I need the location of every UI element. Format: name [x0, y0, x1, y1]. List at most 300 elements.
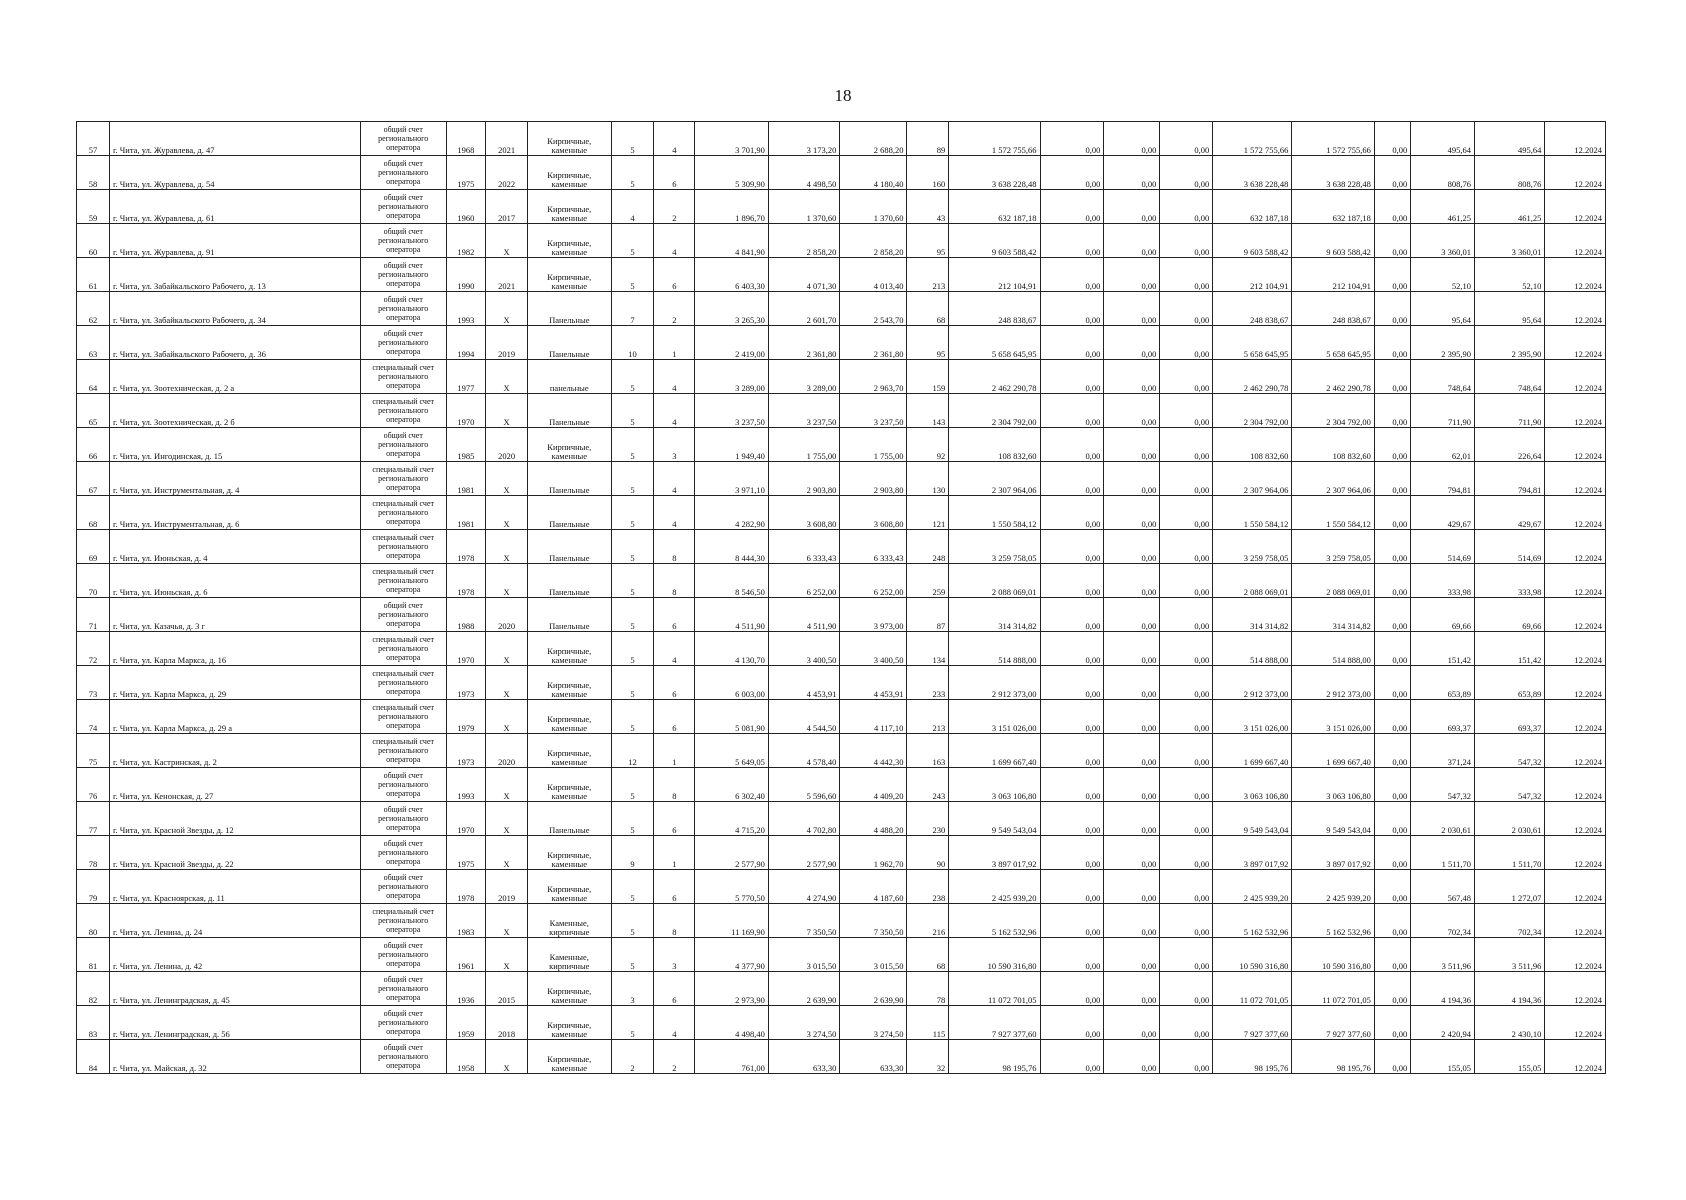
cell-sum: 108 832,60	[949, 428, 1040, 462]
cell-date: 12.2024	[1545, 904, 1606, 938]
cell-res: 248	[907, 530, 949, 564]
cell-z3: 0,00	[1160, 1006, 1213, 1040]
cell-fund: общий счет регионального оператора	[360, 1006, 446, 1040]
table-row	[77, 802, 1606, 836]
cell-p1: 2 420,94	[1411, 1006, 1475, 1040]
cell-addr: г. Чита, ул. Красной Звезды, д. 22	[110, 836, 361, 870]
cell-z2: 0,00	[1104, 224, 1160, 258]
cell-mat: Кирпичные, каменные	[527, 768, 611, 802]
cell-s2: 2 425 939,20	[1213, 870, 1292, 904]
cell-y1: 1978	[446, 530, 486, 564]
cell-a2: 3 608,80	[768, 496, 840, 530]
cell-a3: 4 488,20	[840, 802, 907, 836]
cell-a3: 2 858,20	[840, 224, 907, 258]
cell-mat: Панельные	[527, 530, 611, 564]
cell-fl: 5	[611, 632, 654, 666]
cell-z2: 0,00	[1104, 700, 1160, 734]
cell-a2: 4 544,50	[768, 700, 840, 734]
cell-p1: 495,64	[1411, 122, 1475, 156]
cell-z2: 0,00	[1104, 156, 1160, 190]
cell-y2: X	[486, 530, 528, 564]
cell-fl: 7	[611, 292, 654, 326]
cell-y2: X	[486, 462, 528, 496]
cell-date: 12.2024	[1545, 870, 1606, 904]
cell-fl: 4	[611, 190, 654, 224]
cell-sum: 5 162 532,96	[949, 904, 1040, 938]
cell-fl: 5	[611, 496, 654, 530]
cell-z2: 0,00	[1104, 394, 1160, 428]
cell-y1: 1975	[446, 836, 486, 870]
cell-s2: 3 897 017,92	[1213, 836, 1292, 870]
cell-p1: 3 511,96	[1411, 938, 1475, 972]
cell-a1: 1 949,40	[695, 428, 769, 462]
cell-a1: 5 649,05	[695, 734, 769, 768]
cell-sum: 98 195,76	[949, 1040, 1040, 1074]
cell-p2: 226,64	[1475, 428, 1545, 462]
cell-y1: 1994	[446, 326, 486, 360]
cell-y1: 1936	[446, 972, 486, 1006]
table-row	[77, 564, 1606, 598]
cell-y2: 2020	[486, 428, 528, 462]
cell-a2: 3 237,50	[768, 394, 840, 428]
table-row	[77, 224, 1606, 258]
cell-z2: 0,00	[1104, 326, 1160, 360]
cell-a2: 3 015,50	[768, 938, 840, 972]
cell-a1: 3 701,90	[695, 122, 769, 156]
cell-z3: 0,00	[1160, 768, 1213, 802]
cell-s3: 3 151 026,00	[1292, 700, 1375, 734]
cell-fl: 5	[611, 870, 654, 904]
cell-fl: 5	[611, 122, 654, 156]
cell-a1: 2 577,90	[695, 836, 769, 870]
cell-z1: 0,00	[1040, 938, 1104, 972]
cell-n: 82	[77, 972, 110, 1006]
housing-table	[76, 121, 1606, 1074]
cell-date: 12.2024	[1545, 462, 1606, 496]
cell-date: 12.2024	[1545, 326, 1606, 360]
cell-date: 12.2024	[1545, 564, 1606, 598]
cell-res: 32	[907, 1040, 949, 1074]
cell-s3: 2 425 939,20	[1292, 870, 1375, 904]
cell-date: 12.2024	[1545, 122, 1606, 156]
cell-z2: 0,00	[1104, 1006, 1160, 1040]
cell-fund: общий счет регионального оператора	[360, 1040, 446, 1074]
cell-s2: 314 314,82	[1213, 598, 1292, 632]
cell-a3: 2 903,80	[840, 462, 907, 496]
cell-z1: 0,00	[1040, 768, 1104, 802]
cell-a1: 761,00	[695, 1040, 769, 1074]
cell-a3: 3 973,00	[840, 598, 907, 632]
cell-z2: 0,00	[1104, 530, 1160, 564]
cell-fund: общий счет регионального оператора	[360, 292, 446, 326]
cell-fund: специальный счет регионального оператора	[360, 496, 446, 530]
cell-a2: 633,30	[768, 1040, 840, 1074]
table-row	[77, 530, 1606, 564]
cell-sum: 514 888,00	[949, 632, 1040, 666]
cell-addr: г. Чита, ул. Забайкальского Рабочего, д. 36	[110, 326, 361, 360]
cell-p1: 4 194,36	[1411, 972, 1475, 1006]
cell-z4: 0,00	[1374, 224, 1410, 258]
cell-s2: 108 832,60	[1213, 428, 1292, 462]
cell-fund: специальный счет регионального оператора	[360, 666, 446, 700]
cell-z1: 0,00	[1040, 972, 1104, 1006]
cell-s2: 2 307 964,06	[1213, 462, 1292, 496]
cell-a1: 8 546,50	[695, 564, 769, 598]
cell-z1: 0,00	[1040, 666, 1104, 700]
cell-date: 12.2024	[1545, 428, 1606, 462]
cell-z4: 0,00	[1374, 802, 1410, 836]
cell-mat: Кирпичные, каменные	[527, 632, 611, 666]
cell-p1: 2 395,90	[1411, 326, 1475, 360]
cell-a1: 1 896,70	[695, 190, 769, 224]
cell-mat: Кирпичные, каменные	[527, 666, 611, 700]
cell-en: 6	[654, 156, 695, 190]
cell-z2: 0,00	[1104, 122, 1160, 156]
cell-z1: 0,00	[1040, 598, 1104, 632]
cell-s2: 3 259 758,05	[1213, 530, 1292, 564]
cell-mat: Панельные	[527, 394, 611, 428]
cell-addr: г. Чита, ул. Журавлева, д. 54	[110, 156, 361, 190]
cell-addr: г. Чита, ул. Журавлева, д. 61	[110, 190, 361, 224]
cell-n: 62	[77, 292, 110, 326]
cell-en: 4	[654, 224, 695, 258]
cell-y2: X	[486, 802, 528, 836]
cell-sum: 1 550 584,12	[949, 496, 1040, 530]
cell-a2: 4 071,30	[768, 258, 840, 292]
cell-a1: 4 282,90	[695, 496, 769, 530]
cell-z4: 0,00	[1374, 462, 1410, 496]
cell-a1: 6 403,30	[695, 258, 769, 292]
cell-s3: 632 187,18	[1292, 190, 1375, 224]
cell-s2: 3 151 026,00	[1213, 700, 1292, 734]
cell-y1: 1985	[446, 428, 486, 462]
cell-mat: панельные	[527, 360, 611, 394]
cell-sum: 212 104,91	[949, 258, 1040, 292]
cell-z1: 0,00	[1040, 632, 1104, 666]
cell-fund: общий счет регионального оператора	[360, 224, 446, 258]
cell-p1: 69,66	[1411, 598, 1475, 632]
cell-a2: 4 702,80	[768, 802, 840, 836]
cell-z1: 0,00	[1040, 258, 1104, 292]
cell-p2: 808,76	[1475, 156, 1545, 190]
cell-a2: 4 578,40	[768, 734, 840, 768]
cell-n: 64	[77, 360, 110, 394]
cell-fund: общий счет регионального оператора	[360, 972, 446, 1006]
cell-en: 1	[654, 836, 695, 870]
cell-a2: 3 289,00	[768, 360, 840, 394]
cell-y2: X	[486, 394, 528, 428]
cell-p2: 52,10	[1475, 258, 1545, 292]
cell-z2: 0,00	[1104, 666, 1160, 700]
cell-s2: 248 838,67	[1213, 292, 1292, 326]
cell-p1: 547,32	[1411, 768, 1475, 802]
cell-a3: 1 755,00	[840, 428, 907, 462]
cell-res: 213	[907, 700, 949, 734]
cell-y1: 1979	[446, 700, 486, 734]
cell-p1: 2 030,61	[1411, 802, 1475, 836]
table-body	[77, 122, 1606, 1074]
cell-date: 12.2024	[1545, 1040, 1606, 1074]
cell-addr: г. Чита, ул. Ленина, д. 24	[110, 904, 361, 938]
cell-z2: 0,00	[1104, 802, 1160, 836]
cell-fl: 5	[611, 700, 654, 734]
cell-s2: 632 187,18	[1213, 190, 1292, 224]
cell-fl: 10	[611, 326, 654, 360]
cell-y1: 1961	[446, 938, 486, 972]
cell-y1: 1978	[446, 564, 486, 598]
cell-z1: 0,00	[1040, 904, 1104, 938]
cell-addr: г. Чита, ул. Журавлева, д. 47	[110, 122, 361, 156]
table-row	[77, 258, 1606, 292]
cell-mat: Панельные	[527, 462, 611, 496]
cell-a3: 3 237,50	[840, 394, 907, 428]
cell-n: 80	[77, 904, 110, 938]
cell-y2: 2020	[486, 734, 528, 768]
cell-s3: 248 838,67	[1292, 292, 1375, 326]
cell-fund: специальный счет регионального оператора	[360, 700, 446, 734]
cell-res: 68	[907, 938, 949, 972]
cell-z4: 0,00	[1374, 836, 1410, 870]
cell-s3: 2 462 290,78	[1292, 360, 1375, 394]
cell-p1: 62,01	[1411, 428, 1475, 462]
cell-fl: 5	[611, 156, 654, 190]
cell-sum: 2 307 964,06	[949, 462, 1040, 496]
table-row	[77, 598, 1606, 632]
cell-addr: г. Чита, ул. Красной Звезды, д. 12	[110, 802, 361, 836]
cell-a1: 6 302,40	[695, 768, 769, 802]
cell-p1: 52,10	[1411, 258, 1475, 292]
cell-p1: 461,25	[1411, 190, 1475, 224]
cell-z3: 0,00	[1160, 224, 1213, 258]
cell-z3: 0,00	[1160, 156, 1213, 190]
cell-z2: 0,00	[1104, 190, 1160, 224]
cell-a3: 4 453,91	[840, 666, 907, 700]
cell-z1: 0,00	[1040, 326, 1104, 360]
cell-addr: г. Чита, ул. Зоотехническая, д. 2 а	[110, 360, 361, 394]
cell-fund: специальный счет регионального оператора	[360, 394, 446, 428]
cell-a2: 2 639,90	[768, 972, 840, 1006]
cell-addr: г. Чита, ул. Карла Маркса, д. 16	[110, 632, 361, 666]
cell-a2: 6 333,43	[768, 530, 840, 564]
cell-z3: 0,00	[1160, 734, 1213, 768]
cell-a3: 4 180,40	[840, 156, 907, 190]
cell-z1: 0,00	[1040, 224, 1104, 258]
cell-fl: 5	[611, 768, 654, 802]
cell-addr: г. Чита, ул. Инструментальная, д. 4	[110, 462, 361, 496]
cell-en: 4	[654, 632, 695, 666]
cell-z3: 0,00	[1160, 564, 1213, 598]
cell-z4: 0,00	[1374, 598, 1410, 632]
cell-z4: 0,00	[1374, 768, 1410, 802]
cell-date: 12.2024	[1545, 224, 1606, 258]
cell-y1: 1982	[446, 224, 486, 258]
cell-z4: 0,00	[1374, 360, 1410, 394]
cell-en: 1	[654, 734, 695, 768]
cell-mat: Кирпичные, каменные	[527, 870, 611, 904]
cell-z4: 0,00	[1374, 904, 1410, 938]
cell-mat: Каменные, кирпичные	[527, 904, 611, 938]
cell-en: 6	[654, 258, 695, 292]
cell-n: 81	[77, 938, 110, 972]
cell-s3: 98 195,76	[1292, 1040, 1375, 1074]
cell-s3: 3 897 017,92	[1292, 836, 1375, 870]
cell-p2: 151,42	[1475, 632, 1545, 666]
cell-addr: г. Чита, ул. Красноярская, д. 11	[110, 870, 361, 904]
cell-p2: 547,32	[1475, 734, 1545, 768]
cell-sum: 9 603 588,42	[949, 224, 1040, 258]
cell-en: 4	[654, 1006, 695, 1040]
cell-fl: 5	[611, 258, 654, 292]
cell-date: 12.2024	[1545, 190, 1606, 224]
cell-p1: 653,89	[1411, 666, 1475, 700]
cell-p2: 69,66	[1475, 598, 1545, 632]
cell-fl: 5	[611, 802, 654, 836]
cell-z3: 0,00	[1160, 904, 1213, 938]
cell-y2: X	[486, 360, 528, 394]
cell-s2: 3 638 228,48	[1213, 156, 1292, 190]
cell-z1: 0,00	[1040, 496, 1104, 530]
cell-date: 12.2024	[1545, 530, 1606, 564]
cell-fl: 12	[611, 734, 654, 768]
cell-y2: 2021	[486, 258, 528, 292]
cell-s3: 9 549 543,04	[1292, 802, 1375, 836]
cell-z1: 0,00	[1040, 156, 1104, 190]
cell-s3: 108 832,60	[1292, 428, 1375, 462]
table-row	[77, 462, 1606, 496]
cell-a2: 4 498,50	[768, 156, 840, 190]
cell-date: 12.2024	[1545, 258, 1606, 292]
cell-z4: 0,00	[1374, 1006, 1410, 1040]
cell-p1: 693,37	[1411, 700, 1475, 734]
cell-y2: X	[486, 700, 528, 734]
cell-p1: 748,64	[1411, 360, 1475, 394]
cell-date: 12.2024	[1545, 700, 1606, 734]
cell-a2: 6 252,00	[768, 564, 840, 598]
cell-a3: 7 350,50	[840, 904, 907, 938]
cell-mat: Панельные	[527, 292, 611, 326]
cell-s2: 10 590 316,80	[1213, 938, 1292, 972]
cell-p2: 547,32	[1475, 768, 1545, 802]
cell-fl: 2	[611, 1040, 654, 1074]
table-row	[77, 394, 1606, 428]
cell-s3: 1 699 667,40	[1292, 734, 1375, 768]
cell-a2: 4 511,90	[768, 598, 840, 632]
cell-fl: 5	[611, 1006, 654, 1040]
page-number: 18	[834, 86, 852, 105]
cell-en: 1	[654, 326, 695, 360]
cell-fund: специальный счет регионального оператора	[360, 734, 446, 768]
cell-p2: 333,98	[1475, 564, 1545, 598]
cell-y1: 1960	[446, 190, 486, 224]
cell-n: 66	[77, 428, 110, 462]
cell-p2: 495,64	[1475, 122, 1545, 156]
cell-z2: 0,00	[1104, 428, 1160, 462]
cell-sum: 9 549 543,04	[949, 802, 1040, 836]
table-row	[77, 836, 1606, 870]
cell-s3: 212 104,91	[1292, 258, 1375, 292]
cell-z4: 0,00	[1374, 122, 1410, 156]
cell-n: 67	[77, 462, 110, 496]
cell-en: 8	[654, 564, 695, 598]
cell-res: 163	[907, 734, 949, 768]
cell-z2: 0,00	[1104, 904, 1160, 938]
cell-mat: Панельные	[527, 564, 611, 598]
table-row	[77, 1040, 1606, 1074]
cell-n: 73	[77, 666, 110, 700]
cell-s3: 3 063 106,80	[1292, 768, 1375, 802]
cell-mat: Кирпичные, каменные	[527, 1006, 611, 1040]
cell-s2: 2 462 290,78	[1213, 360, 1292, 394]
cell-z4: 0,00	[1374, 938, 1410, 972]
cell-res: 130	[907, 462, 949, 496]
cell-z1: 0,00	[1040, 394, 1104, 428]
cell-en: 6	[654, 598, 695, 632]
cell-s3: 7 927 377,60	[1292, 1006, 1375, 1040]
cell-p2: 1 511,70	[1475, 836, 1545, 870]
cell-fund: общий счет регионального оператора	[360, 870, 446, 904]
cell-a3: 4 442,30	[840, 734, 907, 768]
cell-z1: 0,00	[1040, 292, 1104, 326]
cell-z4: 0,00	[1374, 870, 1410, 904]
cell-z1: 0,00	[1040, 700, 1104, 734]
cell-a2: 5 596,60	[768, 768, 840, 802]
cell-s3: 3 259 758,05	[1292, 530, 1375, 564]
cell-z2: 0,00	[1104, 632, 1160, 666]
cell-z3: 0,00	[1160, 700, 1213, 734]
cell-a3: 3 015,50	[840, 938, 907, 972]
cell-n: 75	[77, 734, 110, 768]
cell-p1: 567,48	[1411, 870, 1475, 904]
cell-z2: 0,00	[1104, 462, 1160, 496]
cell-date: 12.2024	[1545, 1006, 1606, 1040]
cell-sum: 248 838,67	[949, 292, 1040, 326]
cell-fund: общий счет регионального оператора	[360, 802, 446, 836]
cell-z2: 0,00	[1104, 258, 1160, 292]
cell-z2: 0,00	[1104, 768, 1160, 802]
cell-z4: 0,00	[1374, 428, 1410, 462]
cell-a3: 2 639,90	[840, 972, 907, 1006]
cell-y1: 1988	[446, 598, 486, 632]
cell-addr: г. Чита, ул. Казачья, д. 3 г	[110, 598, 361, 632]
cell-a3: 6 252,00	[840, 564, 907, 598]
cell-s2: 514 888,00	[1213, 632, 1292, 666]
cell-mat: Кирпичные, каменные	[527, 258, 611, 292]
cell-z4: 0,00	[1374, 632, 1410, 666]
cell-p1: 3 360,01	[1411, 224, 1475, 258]
cell-a3: 1 370,60	[840, 190, 907, 224]
cell-y1: 1968	[446, 122, 486, 156]
cell-date: 12.2024	[1545, 598, 1606, 632]
table-row	[77, 700, 1606, 734]
cell-y2: X	[486, 496, 528, 530]
cell-p2: 711,90	[1475, 394, 1545, 428]
cell-fl: 5	[611, 530, 654, 564]
cell-fl: 5	[611, 564, 654, 598]
cell-z4: 0,00	[1374, 258, 1410, 292]
cell-a3: 633,30	[840, 1040, 907, 1074]
cell-z1: 0,00	[1040, 190, 1104, 224]
cell-a2: 3 173,20	[768, 122, 840, 156]
cell-sum: 314 314,82	[949, 598, 1040, 632]
cell-s2: 212 104,91	[1213, 258, 1292, 292]
table-row	[77, 292, 1606, 326]
cell-s3: 10 590 316,80	[1292, 938, 1375, 972]
cell-sum: 5 658 645,95	[949, 326, 1040, 360]
cell-z2: 0,00	[1104, 836, 1160, 870]
cell-p1: 371,24	[1411, 734, 1475, 768]
cell-a1: 2 419,00	[695, 326, 769, 360]
cell-sum: 2 425 939,20	[949, 870, 1040, 904]
